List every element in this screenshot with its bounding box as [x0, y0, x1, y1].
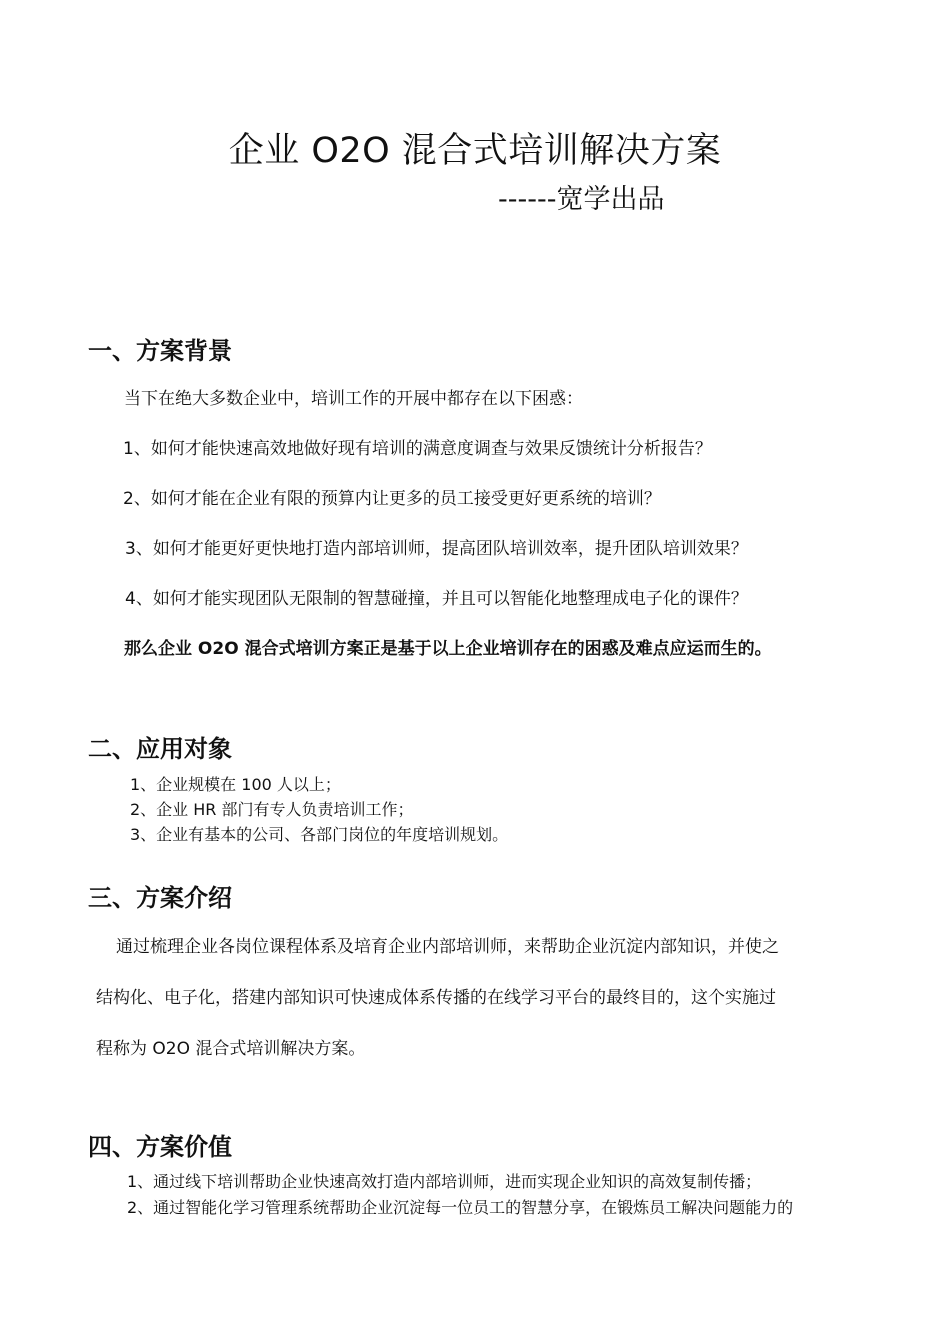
audience-item: 1、企业规模在 100 人以上；	[130, 775, 341, 794]
introduction-line: 通过梳理企业各岗位课程体系及培育企业内部培训师，来帮助企业沉淀内部知识，并使之	[116, 937, 779, 957]
section-heading-value: 四、方案价值	[88, 1133, 232, 1161]
background-intro: 当下在绝大多数企业中，培训工作的开展中都存在以下困惑：	[124, 389, 583, 409]
introduction-line: 程称为 O2O 混合式培训解决方案。	[96, 1039, 366, 1059]
audience-item: 2、企业 HR 部门有专人负责培训工作；	[130, 800, 414, 819]
audience-item: 3、企业有基本的公司、各部门岗位的年度培训规划。	[130, 825, 509, 844]
background-conclusion: 那么企业 O2O 混合式培训方案正是基于以上企业培训存在的困惑及难点应运而生的。	[124, 639, 772, 659]
section-heading-introduction: 三、方案介绍	[88, 884, 232, 912]
section-heading-background: 一、方案背景	[88, 337, 232, 365]
value-item: 2、通过智能化学习管理系统帮助企业沉淀每一位员工的智慧分享，在锻炼员工解决问题能力的	[127, 1198, 794, 1217]
background-item: 3、如何才能更好更快地打造内部培训师，提高团队培训效率，提升团队培训效果？	[125, 539, 748, 559]
document-title: 企业 O2O 混合式培训解决方案	[228, 131, 722, 171]
document-subtitle: ------宽学出品	[498, 184, 665, 215]
background-item: 4、如何才能实现团队无限制的智慧碰撞，并且可以智能化地整理成电子化的课件？	[125, 589, 748, 609]
background-item: 1、如何才能快速高效地做好现有培训的满意度调查与效果反馈统计分析报告？	[123, 439, 712, 459]
section-heading-audience: 二、应用对象	[88, 735, 232, 763]
background-item: 2、如何才能在企业有限的预算内让更多的员工接受更好更系统的培训？	[123, 489, 661, 509]
value-item: 1、通过线下培训帮助企业快速高效打造内部培训师，进而实现企业知识的高效复制传播；	[127, 1172, 762, 1191]
introduction-line: 结构化、电子化，搭建内部知识可快速成体系传播的在线学习平台的最终目的，这个实施过	[96, 988, 776, 1008]
